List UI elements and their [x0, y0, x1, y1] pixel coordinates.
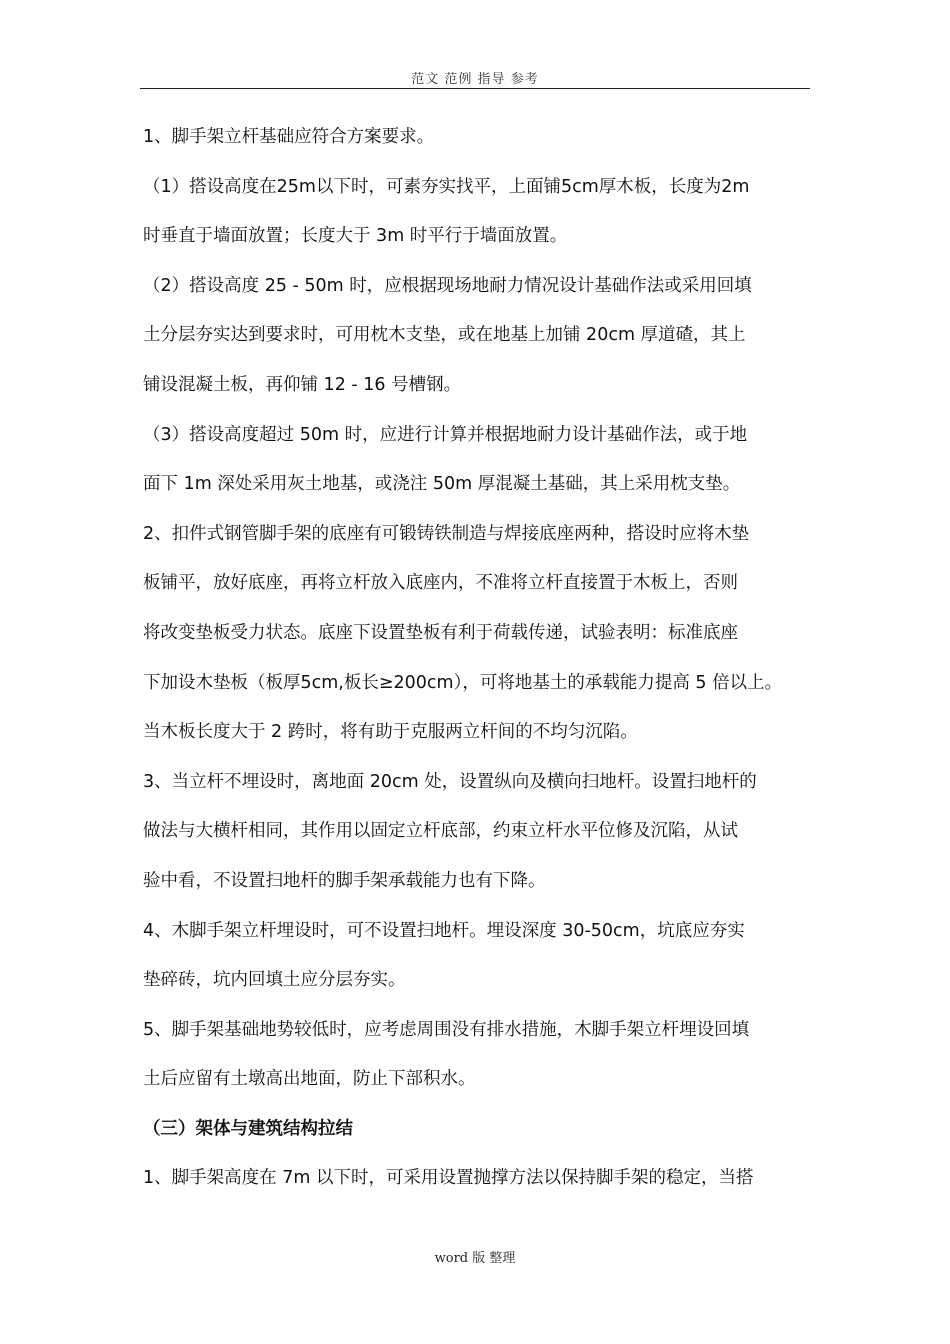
- page-footer: word 版 整理: [434, 1251, 516, 1266]
- header-rule: [140, 88, 810, 89]
- paragraph-line: 板铺平，放好底座，再将立杆放入底座内，不准将立杆直接置于木板上，否则: [143, 573, 738, 594]
- paragraph-line: 垫碎砖，坑内回填土应分层夯实。: [143, 970, 406, 991]
- paragraph-line: 面下 1m 深处采用灰土地基，或浇注 50m 厚混凝土基础，其上采用枕支垫。: [143, 474, 741, 495]
- paragraph-line: 当木板长度大于 2 跨时，将有助于克服两立杆间的不均匀沉陷。: [143, 722, 638, 743]
- paragraph-line: 4、木脚手架立杆埋设时，可不设置扫地杆。埋设深度 30-50cm，坑底应夯实: [143, 920, 745, 941]
- paragraph-line: 土分层夯实达到要求时，可用枕木支垫，或在地基上加铺 20cm 厚道碴，其上: [143, 325, 746, 346]
- paragraph-line: 铺设混凝土板，再仰铺 12 - 16 号槽钢。: [143, 374, 462, 395]
- paragraph-line: 验中看，不设置扫地杆的脚手架承载能力也有下降。: [143, 870, 546, 891]
- section-heading: （三）架体与建筑结构拉结: [143, 1118, 353, 1139]
- paragraph-line: 1、脚手架立杆基础应符合方案要求。: [143, 127, 435, 147]
- paragraph-line: 3、当立杆不埋设时，离地面 20cm 处，设置纵向及横向扫地杆。设置扫地杆的: [143, 771, 757, 792]
- document-body: [143, 113, 813, 1204]
- paragraph-line: （3）搭设高度超过 50m 时，应进行计算并根据地耐力设计基础作法，或于地: [143, 424, 748, 445]
- paragraph-line: 下加设木垫板（板厚5cm,板长≥200cm），可将地基土的承载能力提高 5 倍以上。: [143, 672, 783, 693]
- paragraph-line: 时垂直于墙面放置；长度大于 3m 时平行于墙面放置。: [143, 226, 568, 247]
- paragraph-line: 2、扣件式钢管脚手架的底座有可锻铸铁制造与焊接底座两种，搭设时应将木垫: [143, 523, 750, 544]
- paragraph-line: （1）搭设高度在25m以下时，可素夯实找平，上面铺5cm厚木板，长度为2m: [143, 176, 750, 197]
- paragraph-line: 做法与大横杆相同，其作用以固定立杆底部，约束立杆水平位修及沉陷，从试: [143, 821, 738, 842]
- paragraph-line: 5、脚手架基础地势较低时，应考虑周围没有排水措施，木脚手架立杆埋设回填: [143, 1019, 750, 1040]
- paragraph-line: （2）搭设高度 25 - 50m 时，应根据现场地耐力情况设计基础作法或采用回填: [143, 275, 752, 296]
- paragraph-line: 1、脚手架高度在 7m 以下时，可采用设置抛撑方法以保持脚手架的稳定，当搭: [143, 1168, 754, 1189]
- page-header: 范文 范例 指导 参考: [411, 72, 539, 87]
- paragraph-line: 土后应留有土墩高出地面，防止下部积水。: [143, 1069, 476, 1090]
- paragraph-line: 将改变垫板受力状态。底座下设置垫板有利于荷载传递，试验表明：标准底座: [143, 622, 738, 643]
